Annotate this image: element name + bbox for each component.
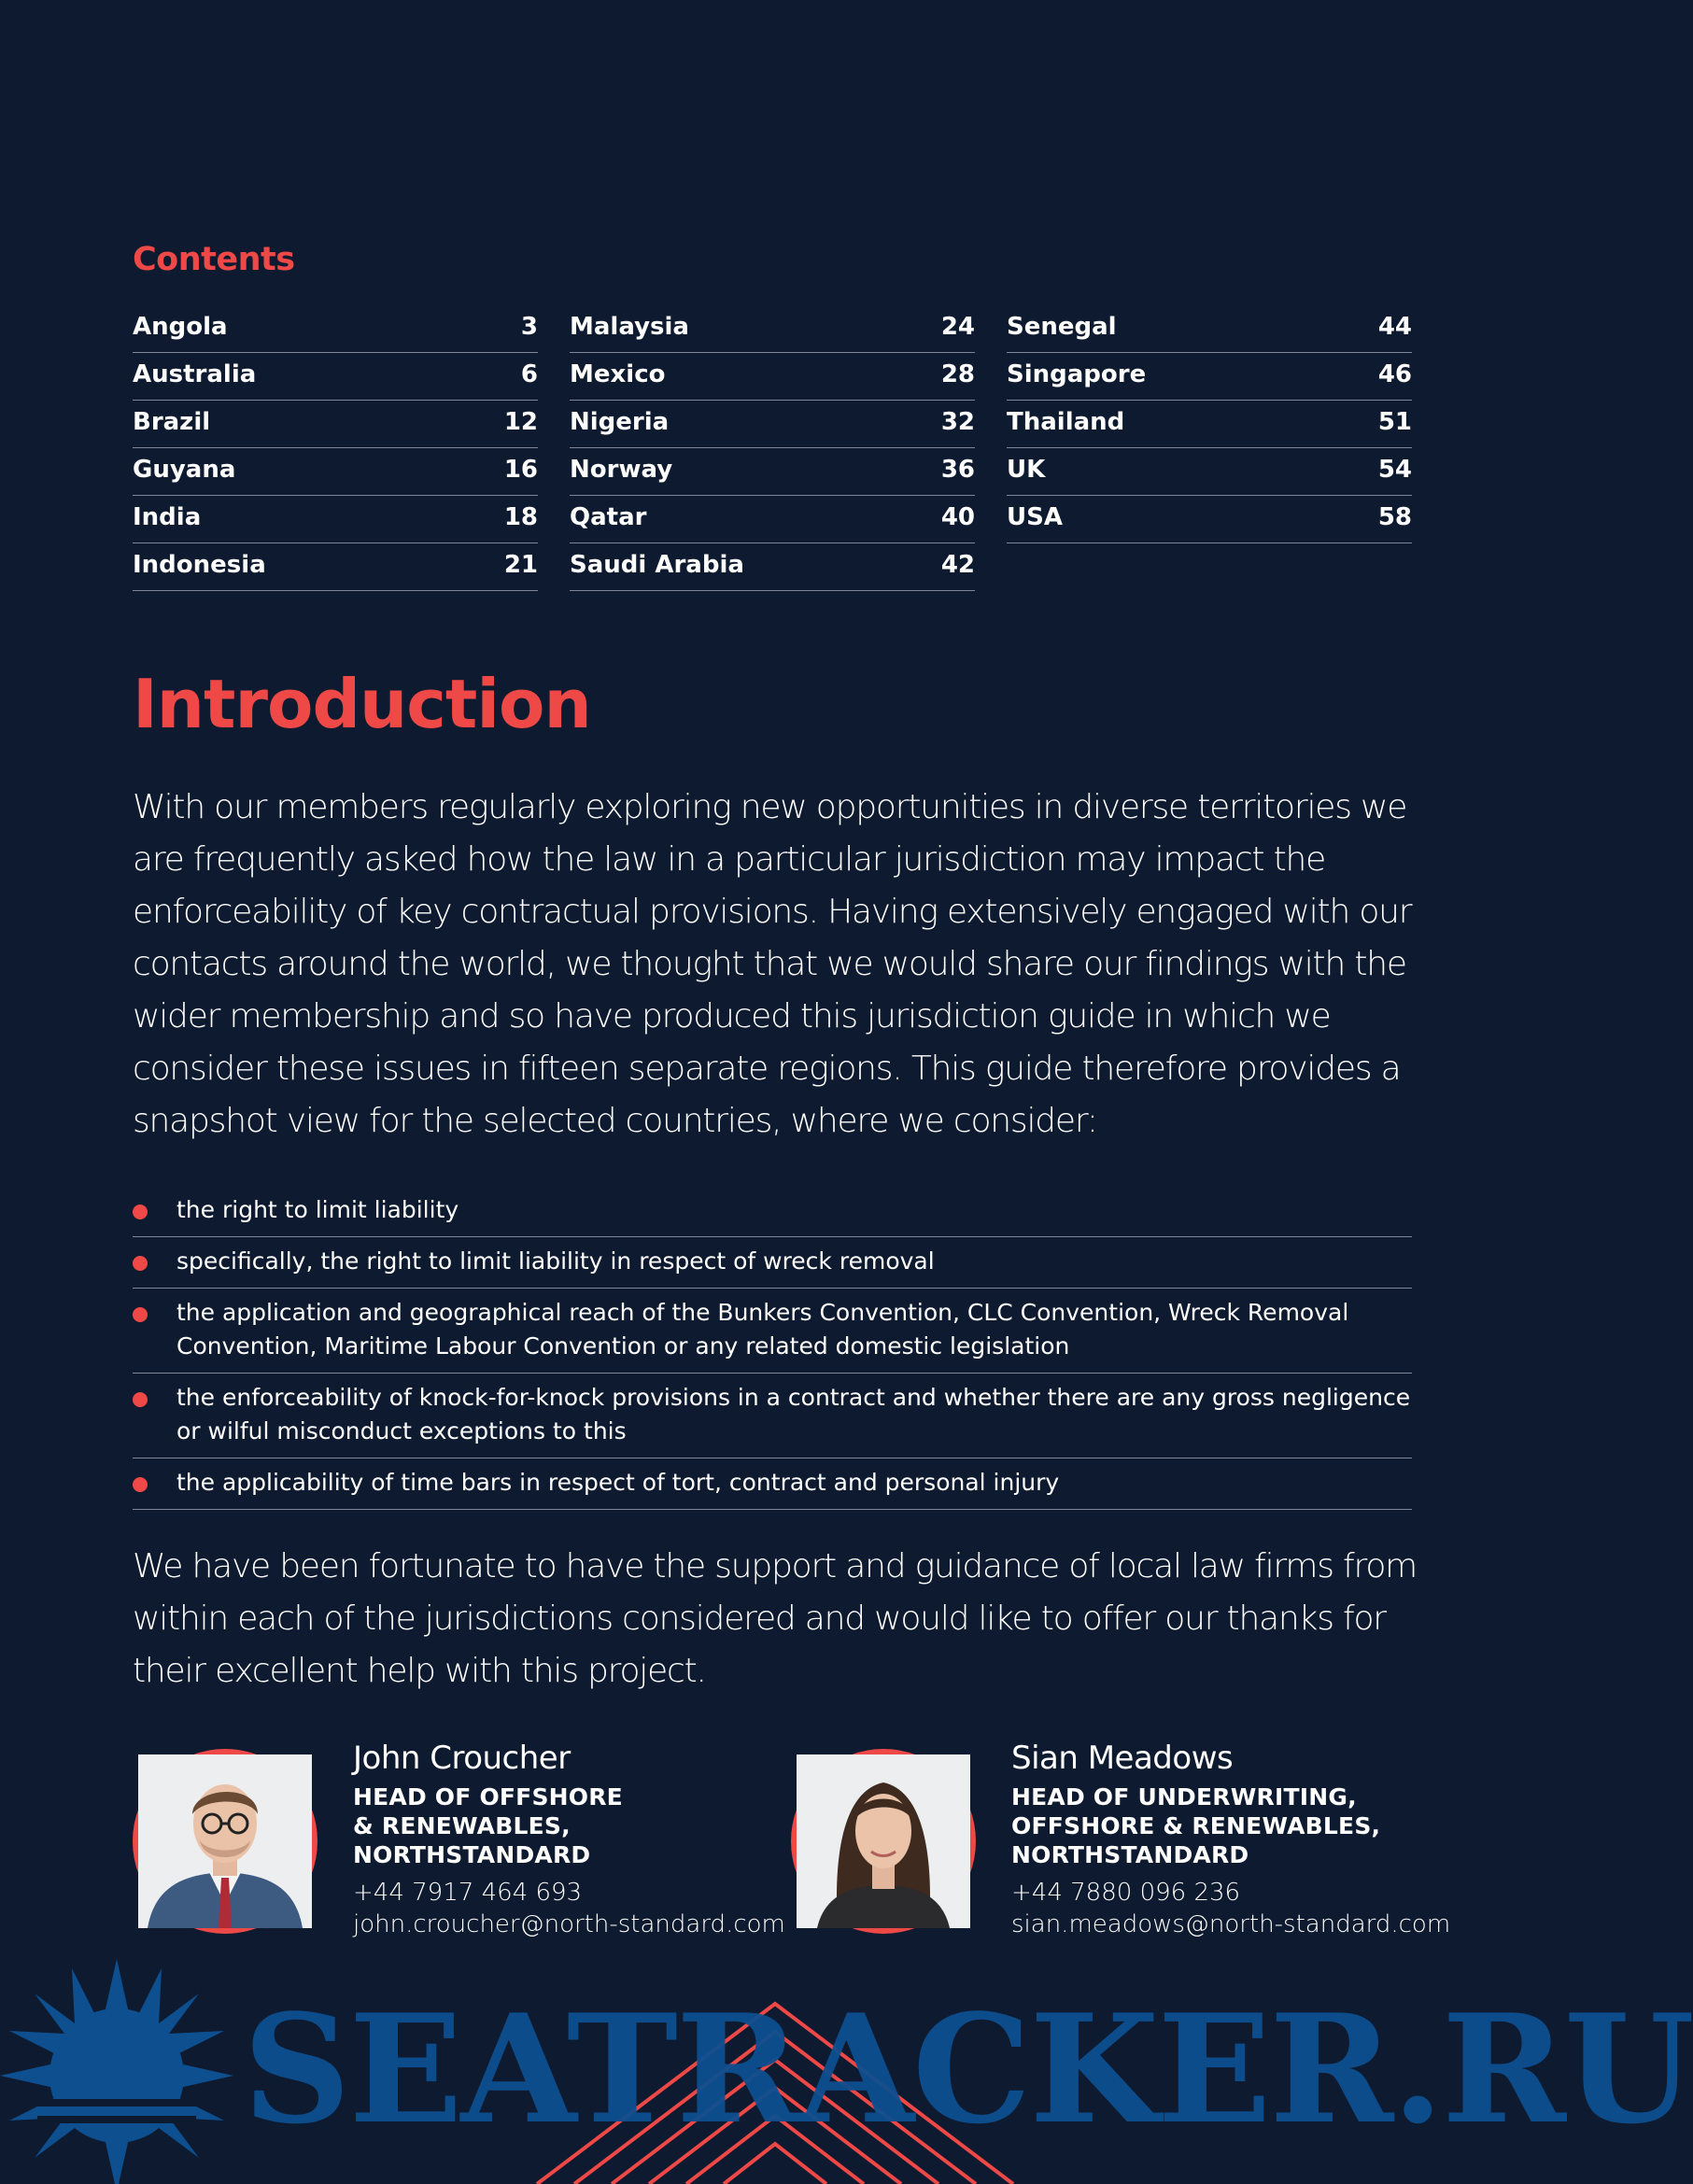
role-line: HEAD OF OFFSHORE [353, 1783, 623, 1811]
toc-entry[interactable] [133, 543, 538, 591]
bullet-item [133, 1289, 1412, 1374]
toc-page: 58 [1377, 503, 1412, 531]
toc-country: Brazil [133, 408, 211, 436]
toc-page: 44 [1377, 313, 1412, 341]
toc-entry[interactable] [1007, 448, 1412, 496]
contact-info [353, 1740, 839, 1940]
toc-page: 42 [940, 551, 975, 579]
portrait-man-icon [138, 1754, 312, 1928]
watermark-text: SEATRACKER.RU [243, 1981, 1693, 2157]
contents-heading: Contents [133, 241, 295, 278]
contact-role [1011, 1782, 1497, 1869]
bullet-text: the right to limit liability [176, 1196, 459, 1223]
contact-phone[interactable]: +44 7880 096 236 [1011, 1879, 1241, 1907]
contact-role [353, 1782, 839, 1869]
toc-country: Angola [133, 313, 228, 341]
toc-entry[interactable] [1007, 401, 1412, 448]
toc-entry[interactable] [133, 496, 538, 543]
toc-country: Mexico [570, 360, 666, 388]
bullet-item [133, 1374, 1412, 1458]
toc-entry[interactable] [1007, 496, 1412, 543]
toc-page: 32 [940, 408, 975, 436]
closing-paragraph: We have been fortunate to have the support and guidance of local law firms from within each of the jurisdictions considered and would like to offer our thanks for their excellent help with this project. [133, 1547, 1418, 1690]
toc-entry[interactable] [570, 401, 975, 448]
toc-entry[interactable] [1007, 353, 1412, 401]
toc-entry[interactable] [570, 448, 975, 496]
toc-page: 12 [503, 408, 538, 436]
toc-page: 18 [503, 503, 538, 531]
bullet-item [133, 1458, 1412, 1510]
contact-email[interactable]: john.croucher@north-standard.com [353, 1910, 785, 1938]
bullet-text: specifically, the right to limit liability in respect of wreck removal [176, 1247, 935, 1275]
sun-logo-icon [0, 1959, 233, 2184]
toc-entry[interactable] [133, 353, 538, 401]
toc-page: 28 [940, 360, 975, 388]
toc-page: 24 [940, 313, 975, 341]
contents-column-2 [570, 305, 975, 591]
toc-country: USA [1007, 503, 1063, 531]
bullet-dot-icon [133, 1307, 148, 1322]
role-line: NORTHSTANDARD [353, 1841, 591, 1868]
role-line: NORTHSTANDARD [1011, 1841, 1249, 1868]
avatar [791, 1749, 976, 1934]
toc-country: Qatar [570, 503, 647, 531]
introduction-paragraph: With our members regularly exploring new opportunities in diverse territories we are frequently asked how the law in a particular jurisdiction may impact the enforceability of key contractual provisions. Having extensively engaged with our contacts around the world, we thought that we would share our findings with the wider membership and so have produced this jurisdiction guide in which we consider these issues in fifteen separate regions. This guide therefore provides a snapshot view for the selected countries, where we consider: [133, 788, 1412, 1140]
introduction-heading: Introduction [133, 665, 591, 743]
contact-email[interactable]: sian.meadows@north-standard.com [1011, 1910, 1451, 1938]
toc-page: 3 [520, 313, 538, 341]
toc-entry[interactable] [570, 305, 975, 353]
bullet-text: the enforceability of knock-for-knock provisions in a contract and whether there are any gross negligence or wilful misconduct exceptions to this [176, 1384, 1411, 1444]
bullet-dot-icon [133, 1392, 148, 1407]
role-line: HEAD OF UNDERWRITING, [1011, 1783, 1357, 1811]
contact-info [1011, 1740, 1497, 1940]
bullet-text: the applicability of time bars in respect of tort, contract and personal injury [176, 1469, 1060, 1496]
toc-entry[interactable] [1007, 305, 1412, 353]
toc-country: Saudi Arabia [570, 551, 744, 579]
toc-entry[interactable] [570, 543, 975, 591]
toc-country: India [133, 503, 202, 531]
role-line: OFFSHORE & RENEWABLES, [1011, 1812, 1381, 1839]
toc-page: 46 [1377, 360, 1412, 388]
toc-country: Norway [570, 456, 673, 484]
toc-country: Indonesia [133, 551, 266, 579]
avatar [133, 1749, 317, 1934]
toc-country: UK [1007, 456, 1046, 484]
toc-country: Singapore [1007, 360, 1147, 388]
toc-country: Australia [133, 360, 257, 388]
contents-column-3 [1007, 305, 1412, 543]
toc-page: 51 [1377, 408, 1412, 436]
toc-country: Thailand [1007, 408, 1125, 436]
toc-country: Senegal [1007, 313, 1117, 341]
bullet-dot-icon [133, 1205, 148, 1219]
portrait-woman-icon [797, 1754, 970, 1928]
bullet-text: the application and geographical reach of the Bunkers Convention, CLC Convention, Wreck Removal Convention, Maritime Labour Convention or any related domestic legislation [176, 1299, 1349, 1360]
toc-entry[interactable] [570, 496, 975, 543]
toc-page: 21 [503, 551, 538, 579]
role-line: & RENEWABLES, [353, 1812, 571, 1839]
contact-name: John Croucher [353, 1740, 571, 1777]
toc-country: Nigeria [570, 408, 670, 436]
toc-page: 16 [503, 456, 538, 484]
toc-country: Guyana [133, 456, 236, 484]
toc-page: 36 [940, 456, 975, 484]
toc-page: 54 [1377, 456, 1412, 484]
toc-entry[interactable] [133, 401, 538, 448]
toc-page: 6 [520, 360, 538, 388]
toc-page: 40 [940, 503, 975, 531]
bullet-dot-icon [133, 1256, 148, 1271]
contents-column-1 [133, 305, 538, 591]
toc-country: Malaysia [570, 313, 689, 341]
contact-phone[interactable]: +44 7917 464 693 [353, 1879, 583, 1907]
toc-entry[interactable] [133, 448, 538, 496]
bullet-list [133, 1186, 1412, 1510]
bullet-dot-icon [133, 1477, 148, 1492]
bullet-item [133, 1186, 1412, 1237]
toc-entry[interactable] [133, 305, 538, 353]
toc-entry[interactable] [570, 353, 975, 401]
bullet-item [133, 1237, 1412, 1289]
contact-name: Sian Meadows [1011, 1740, 1234, 1777]
